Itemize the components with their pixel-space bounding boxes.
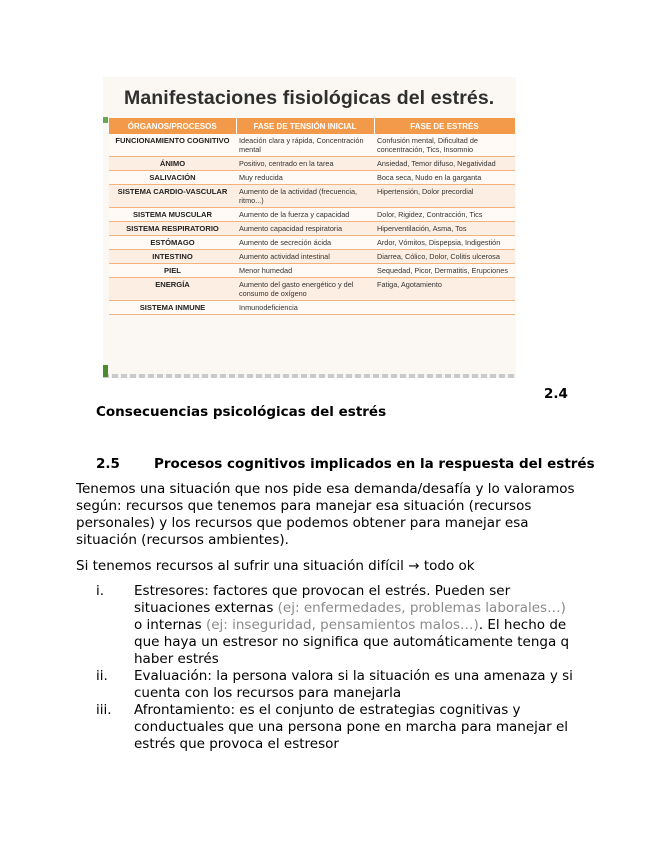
list-item	[76, 702, 576, 753]
cell-stress: Ardor, Vómitos, Dispepsia, Indigestión	[374, 236, 515, 250]
table-header-row	[109, 118, 515, 134]
cell-initial: Menor humedad	[236, 264, 374, 278]
list-item	[76, 583, 576, 668]
list-marker: iii.	[96, 702, 112, 718]
figure-accent	[103, 117, 108, 123]
heading-2-5	[96, 456, 595, 472]
cell-organ: SISTEMA MUSCULAR	[109, 208, 236, 222]
cell-organ: ÁNIMO	[109, 157, 236, 171]
cell-initial: Ideación clara y rápida, Concentración mental	[236, 134, 374, 157]
example-text: (ej: inseguridad, pensamientos malos…)	[205, 617, 479, 633]
figure-accent-bottom	[103, 365, 108, 377]
cell-organ: SALIVACIÓN	[109, 171, 236, 185]
cell-organ: SISTEMA INMUNE	[109, 301, 236, 315]
header-organs: ÓRGANOS/PROCESOS	[109, 118, 236, 134]
cell-initial: Aumento actividad intestinal	[236, 250, 374, 264]
physiology-table	[109, 118, 516, 315]
cell-organ: ENERGÍA	[109, 278, 236, 301]
cell-stress: Ansiedad, Temor difuso, Negatividad	[374, 157, 515, 171]
roman-list	[76, 583, 576, 753]
cell-stress: Diarrea, Cólico, Dolor, Colitis ulcerosa	[374, 250, 515, 264]
paragraph-2: Si tenemos recursos al sufrir una situación difícil → todo ok	[76, 558, 475, 574]
cell-initial: Aumento del gasto energético y del consumo de oxígeno	[236, 278, 374, 301]
cell-initial: Muy reducida	[236, 171, 374, 185]
cell-initial: Aumento de la actividad (frecuencia, ritmo...)	[236, 185, 374, 208]
table-row	[109, 185, 515, 208]
cell-organ: PIEL	[109, 264, 236, 278]
list-text: Afrontamiento: es el conjunto de estrategias cognitivas y conductuales que una persona pone en marcha para manejar el estrés que provoca el estresor	[134, 702, 569, 752]
list-marker: i.	[96, 583, 105, 599]
table-row	[109, 250, 515, 264]
stress-table-figure	[103, 77, 516, 378]
table-row	[109, 278, 515, 301]
table-row	[109, 264, 515, 278]
cell-organ: SISTEMA RESPIRATORIO	[109, 222, 236, 236]
list-text: Evaluación: la persona valora si la situación es una amenaza y si cuenta con los recursos para manejarla	[134, 668, 573, 701]
cell-stress	[374, 301, 515, 315]
cell-stress: Confusión mental, Dificultad de concentración, Tics, Insomnio	[374, 134, 515, 157]
list-text: . El hecho de que haya un estresor no significa que automáticamente tenga q haber estrés	[134, 617, 570, 667]
cell-organ: SISTEMA CARDIO-VASCULAR	[109, 185, 236, 208]
figure-bottom-strip	[103, 374, 516, 378]
section-title: Consecuencias psicológicas del estrés	[96, 404, 387, 420]
cell-organ: INTESTINO	[109, 250, 236, 264]
table-row	[109, 222, 515, 236]
table-row	[109, 134, 515, 157]
figure-title: Manifestaciones fisiológicas del estrés.	[124, 87, 495, 109]
example-text: (ej: enfermedades, problemas laborales…)	[277, 600, 566, 616]
table-row	[109, 208, 515, 222]
list-marker: ii.	[96, 668, 108, 684]
table-row	[109, 157, 515, 171]
heading-2-5-title: Procesos cognitivos implicados en la respuesta del estrés	[154, 456, 595, 472]
list-item	[76, 668, 576, 702]
header-initial: FASE DE TENSIÓN INICIAL	[236, 118, 374, 134]
cell-initial: Aumento de la fuerza y capacidad	[236, 208, 374, 222]
cell-organ: ESTÓMAGO	[109, 236, 236, 250]
cell-stress: Hipertensión, Dolor precordial	[374, 185, 515, 208]
section-number: 2.4	[544, 386, 568, 402]
cell-stress: Fatiga, Agotamiento	[374, 278, 515, 301]
table-row	[109, 171, 515, 185]
table-row	[109, 236, 515, 250]
paragraph-1: Tenemos una situación que nos pide esa demanda/desafía y lo valoramos según: recursos que tenemos para manejar esa situación (recursos personales) y los recursos que podemos obtener para manejar esa situación (recursos ambientes).	[76, 481, 575, 548]
cell-stress: Hiperventilación, Asma, Tos	[374, 222, 515, 236]
list-text: Estresores: factores que provocan el estrés. Pueden ser situaciones externas	[134, 583, 511, 616]
cell-initial: Positivo, centrado en la tarea	[236, 157, 374, 171]
cell-stress: Sequedad, Picor, Dermatitis, Erupciones	[374, 264, 515, 278]
header-stress: FASE DE ESTRÉS	[374, 118, 515, 134]
cell-organ: FUNCIONAMIENTO COGNITIVO	[109, 134, 236, 157]
list-text: o internas	[134, 617, 206, 633]
cell-stress: Boca seca, Nudo en la garganta	[374, 171, 515, 185]
cell-initial: Aumento capacidad respiratoria	[236, 222, 374, 236]
cell-initial: Aumento de secreción ácida	[236, 236, 374, 250]
cell-initial: Inmunodeficiencia	[236, 301, 374, 315]
heading-2-5-number: 2.5	[96, 456, 120, 472]
cell-stress: Dolor, Rigidez, Contracción, Tics	[374, 208, 515, 222]
table-row	[109, 301, 515, 315]
